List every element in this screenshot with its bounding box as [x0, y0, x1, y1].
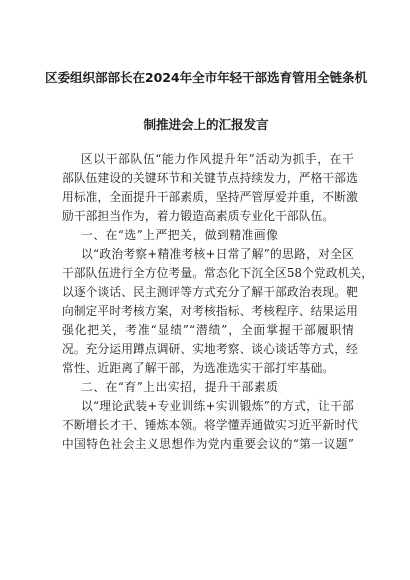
paragraph-2-line-4: 向制定平时考核方案，对考核指标、考核程序、结果运用 [62, 304, 358, 318]
paragraph-2-line-1: 以“政治考察+精准考核+日常了解”的思路，对全区 [81, 247, 354, 261]
paragraph-2-line-6: 况。充分运用蹲点调研、实地考察、谈心谈话等方式，经 [62, 342, 358, 356]
paragraph-1-line-1: 区以干部队伍“能力作风提升年”活动为抓手，在干 [81, 152, 354, 166]
paragraph-2-line-5: 强化把关，考准“显绩”“潜绩”，全面掌握干部履职情 [62, 323, 354, 337]
section-heading-1: 一、在“选”上严把关，做到精准画像 [81, 228, 279, 242]
paragraph-1-line-2: 部队伍建设的关键环节和关键节点持续发力，严格干部选 [62, 171, 358, 185]
section-heading-2: 二、在“育”上出实招，提升干部素质 [81, 380, 279, 394]
paragraph-1-line-4: 励干部担当作为，着力锻造高素质专业化干部队伍。 [62, 209, 335, 223]
paragraph-3-line-1: 以“理论武装+专业训练+实训锻炼”的方式，让干部 [81, 399, 354, 413]
document-title-line-2: 制推进会上的汇报发言 [143, 117, 269, 132]
paragraph-3-line-3: 中国特色社会主义思想作为党内重要会议的“第一议题” [62, 437, 354, 451]
paragraph-1-line-3: 用标准，全面提升干部素质，坚持严管厚爱并重，不断激 [62, 190, 358, 204]
paragraph-2-line-2: 干部队伍进行全方位考量。常态化下沉全区58个党政机关， [62, 266, 374, 280]
paragraph-2-line-3: 以逐个谈话、民主测评等方式充分了解干部政治表现。靶 [62, 285, 358, 299]
paragraph-3-line-2: 不断增长才干、锤炼本领。将学懂弄通做实习近平新时代 [62, 418, 358, 432]
document-title-line-1: 区委组织部部长在2024年全市年轻干部选育管用全链条机 [44, 70, 367, 85]
paragraph-2-line-7: 常性、近距离了解干部，为选准选实干部打牢基础。 [62, 361, 335, 375]
